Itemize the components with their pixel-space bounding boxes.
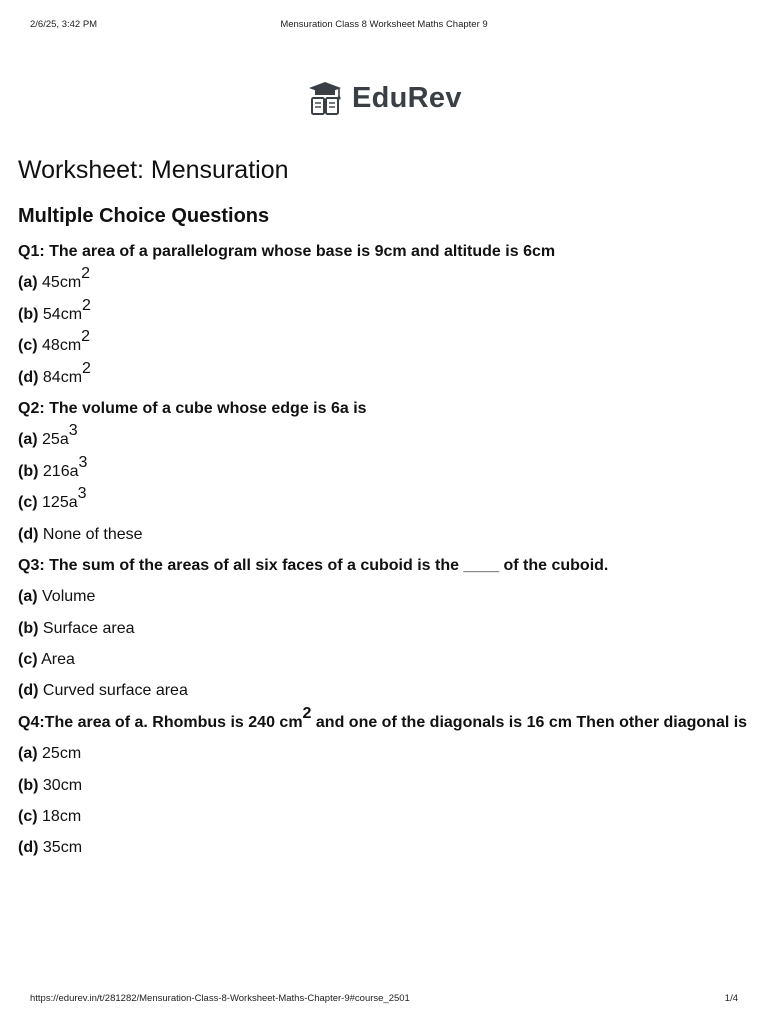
option-letter: (b)	[18, 776, 39, 794]
print-date: 2/6/25, 3:42 PM	[30, 19, 98, 30]
option-text: None of these	[42, 525, 143, 543]
print-url[interactable]: https://edurev.in/t/281282/Mensuration-Class-8-Worksheet-Maths-Chapter-9#course_2501	[30, 993, 410, 1004]
edurev-logo[interactable]	[306, 78, 462, 118]
page-title: Worksheet: Mensuration	[18, 156, 289, 184]
option-text: 125a	[42, 494, 78, 512]
option-letter: (c)	[18, 808, 38, 826]
question-list	[18, 236, 753, 864]
q3-option-d	[18, 675, 753, 706]
print-title: Mensuration Class 8 Worksheet Maths Chapter 9	[280, 19, 488, 30]
q3-option-a	[18, 581, 753, 612]
question-4-exponent: 2	[302, 704, 312, 722]
graduation-cap-book-icon	[306, 80, 344, 116]
print-footer	[0, 993, 768, 1007]
option-text: 48cm	[42, 337, 82, 355]
q4-option-b	[18, 770, 753, 801]
option-text: 216a	[42, 462, 79, 480]
option-text: Area	[41, 651, 75, 669]
q4-option-d	[18, 832, 753, 863]
option-letter: (d)	[18, 525, 39, 543]
option-exponent: 2	[82, 296, 91, 314]
option-text: 35cm	[42, 839, 83, 857]
option-text: 54cm	[42, 305, 83, 323]
q4-option-a	[18, 738, 753, 769]
q3-option-c	[18, 644, 753, 675]
option-text: Volume	[42, 588, 96, 606]
q1-option-d	[18, 359, 753, 393]
option-exponent: 2	[81, 265, 91, 283]
option-text: 25a	[42, 431, 69, 449]
option-exponent: 3	[68, 422, 78, 440]
section-heading: Multiple Choice Questions	[18, 205, 270, 227]
question-3: Q3: The sum of the areas of all six faces of a cuboid is the ____ of the cuboid.	[18, 556, 609, 574]
q2-option-d	[18, 519, 753, 550]
option-letter: (a)	[18, 588, 38, 606]
option-letter: (d)	[18, 682, 39, 700]
question-2: Q2: The volume of a cube whose edge is 6a is	[18, 399, 367, 417]
option-letter: (d)	[18, 368, 39, 386]
option-exponent: 2	[82, 359, 91, 377]
q1-option-b	[18, 296, 753, 330]
option-text: 45cm	[42, 274, 82, 292]
option-text: 18cm	[42, 808, 82, 826]
option-letter: (c)	[18, 651, 38, 669]
option-text: 30cm	[42, 776, 83, 794]
q3-option-b	[18, 613, 753, 644]
option-letter: (a)	[18, 431, 38, 449]
option-letter: (a)	[18, 274, 38, 292]
print-header	[0, 19, 768, 33]
option-letter: (b)	[18, 462, 39, 480]
option-letter: (b)	[18, 305, 39, 323]
option-text: Surface area	[42, 619, 135, 637]
option-text: 25cm	[42, 745, 82, 763]
option-exponent: 2	[81, 328, 91, 346]
logo-brand-text: EduRev	[352, 81, 462, 114]
option-text: Curved surface area	[42, 682, 188, 700]
q1-option-c	[18, 330, 753, 361]
option-exponent: 3	[78, 453, 88, 471]
worksheet-content	[18, 150, 753, 864]
question-4-text-end: and one of the diagonals is 16 cm Then other diagonal is	[311, 713, 748, 731]
page-number: 1/4	[724, 993, 738, 1004]
q2-option-a	[18, 424, 753, 455]
option-letter: (b)	[18, 619, 39, 637]
option-letter: (d)	[18, 839, 39, 857]
option-letter: (c)	[18, 337, 38, 355]
question-4-text-start: Q4:The area of a. Rhombus is 240 cm	[18, 713, 303, 731]
option-text: 84cm	[42, 368, 83, 386]
q2-option-c	[18, 487, 753, 518]
option-exponent: 3	[77, 485, 87, 503]
question-4	[18, 704, 753, 738]
question-1: Q1: The area of a parallelogram whose base is 9cm and altitude is 6cm	[18, 243, 556, 260]
q2-option-b	[18, 453, 753, 487]
q4-option-c	[18, 801, 753, 832]
option-letter: (c)	[18, 494, 38, 512]
q1-option-a	[18, 267, 753, 298]
option-letter: (a)	[18, 745, 38, 763]
